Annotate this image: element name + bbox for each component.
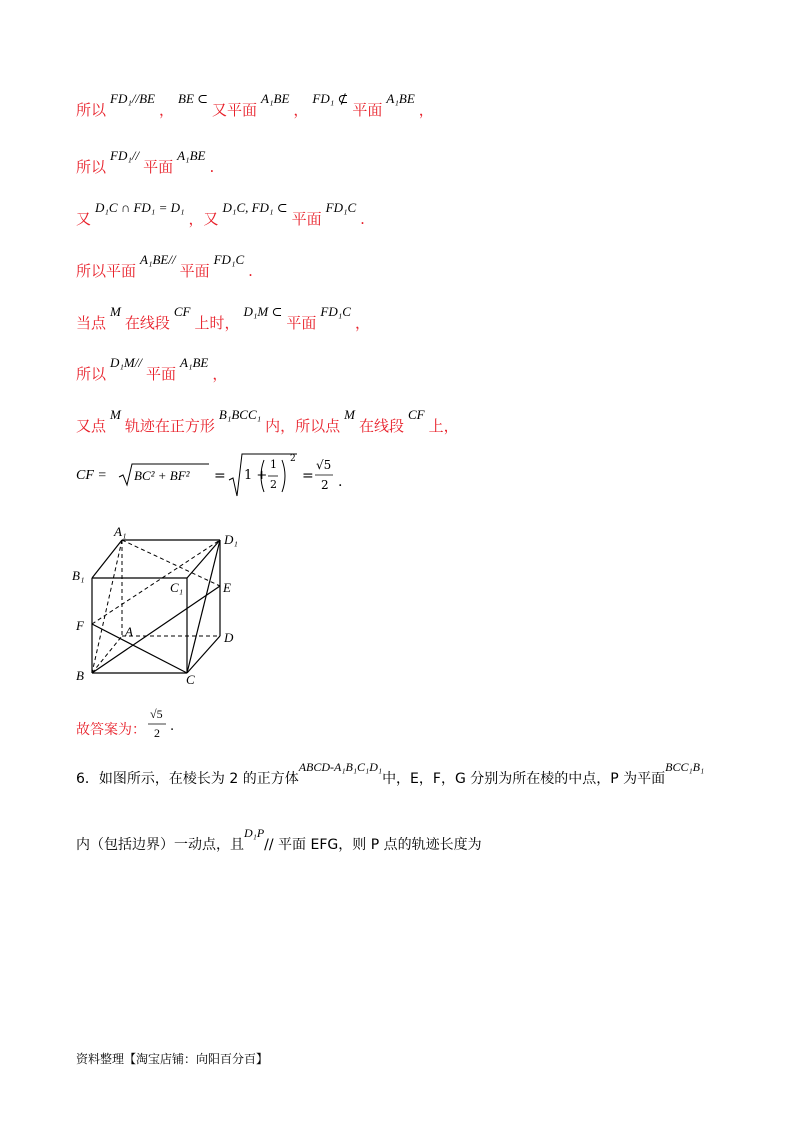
cf-formula (76, 450, 343, 500)
line-be (92, 586, 220, 673)
text: 所以 (76, 158, 107, 176)
label-b: B (76, 668, 84, 683)
text: ， (293, 101, 309, 119)
math: B₁BCC₁ (218, 407, 262, 422)
label-c: C (186, 672, 195, 687)
sqrt-content-1: BC² + BF² (134, 468, 190, 483)
question-line-1 (76, 760, 705, 788)
solution-line-7 (76, 407, 459, 437)
answer-label: 故答案为： (76, 722, 146, 738)
text: 所以 (76, 365, 107, 383)
question-text: 内（包括边界）一动点，且 (76, 837, 244, 853)
question-text: 中，E，F，G 分别为所在棱的中点，P 为平面 (382, 771, 666, 787)
math: CF (173, 304, 191, 319)
label-e: E (223, 580, 231, 595)
text: 所以 (76, 101, 107, 119)
text: 上， (428, 417, 459, 435)
text: 平面 (291, 210, 322, 228)
text: 上时， (194, 314, 240, 332)
math: CF (408, 407, 425, 422)
line-fc (92, 624, 187, 673)
math: M (110, 304, 121, 319)
label-c1: C₁ (170, 580, 184, 595)
math: M (110, 407, 121, 422)
text: 内，所以点 (265, 417, 341, 435)
text: 当点 (76, 314, 107, 332)
math: FD₁// (110, 148, 140, 163)
math: A₁BE (180, 355, 209, 370)
answer (76, 705, 276, 745)
solution-line-2 (76, 148, 215, 178)
footer-note: 资料整理【淘宝店铺：向阳百分百】 (76, 1052, 269, 1066)
solution-line-3 (76, 200, 365, 230)
text: 又 (76, 210, 92, 228)
answer-den: 2 (154, 726, 160, 740)
text: 轨迹在正方形 (124, 417, 215, 435)
question-text: // 平面 EFG，则 P 点的轨迹长度为 (264, 837, 482, 853)
math: FD₁//BE (110, 91, 155, 106)
math: D₁M// (110, 355, 142, 370)
solution-line-4 (76, 252, 253, 282)
text: 平面 (179, 262, 210, 280)
math: D₁C, FD₁ ⊂ (222, 200, 288, 215)
text: 在线段 (359, 417, 405, 435)
one-plus: 1 + (244, 468, 268, 483)
text: ，又 (188, 210, 219, 228)
half-num: 1 (270, 458, 277, 471)
text: . (248, 262, 253, 280)
question-line-2 (76, 826, 482, 854)
line-cd1 (187, 540, 220, 673)
label-d1: D₁ (224, 532, 238, 547)
square-exp: 2 (290, 454, 296, 464)
text: 平面 (145, 365, 176, 383)
question-math: ABCD-A₁B₁C₁D₁ (298, 760, 383, 774)
math: BE ⊂ (178, 91, 209, 106)
text: 平面 (143, 158, 174, 176)
label-a: A (125, 624, 133, 639)
formula-end: . (338, 474, 343, 490)
result-num: √5 (316, 458, 332, 472)
text: 又平面 (212, 101, 258, 119)
text: 所以平面 (76, 262, 137, 280)
text: . (209, 158, 215, 176)
label-b1: B₁ (72, 568, 85, 583)
math: FD₁ ⊄ (312, 91, 349, 106)
math: FD₁C (325, 200, 357, 215)
question-math: BCC₁B₁ (665, 760, 705, 774)
text: 又点 (76, 417, 107, 435)
answer-fraction-bar (148, 723, 166, 725)
line-fd1-hidden (92, 540, 220, 624)
edge-b1a1 (92, 540, 122, 578)
solution-line-5 (76, 304, 370, 334)
text: 平面 (352, 101, 383, 119)
text: 平面 (286, 314, 317, 332)
answer-num: √5 (150, 707, 163, 721)
math: M (344, 407, 355, 422)
math: A₁BE (177, 148, 206, 163)
answer-end: . (170, 719, 175, 734)
label-a1: A₁ (114, 524, 127, 539)
solution-line-6 (76, 355, 228, 385)
math: FD₁C (213, 252, 245, 267)
cube-figure (70, 520, 250, 695)
text: . (360, 210, 365, 228)
text: ， (158, 101, 174, 119)
text: ， (354, 314, 370, 332)
formula-eq3: = (302, 468, 314, 484)
text: 在线段 (124, 314, 170, 332)
math: A₁BE (261, 91, 290, 106)
result-den: 2 (321, 478, 329, 492)
label-d: D (224, 630, 234, 645)
formula-lhs: CF = (76, 468, 107, 483)
math: FD₁C (320, 304, 351, 319)
formula-eq2: = (214, 468, 226, 484)
label-f: F (76, 618, 84, 633)
math: A₁BE// (140, 252, 176, 267)
text: ， (418, 101, 434, 119)
math: A₁BE (386, 91, 415, 106)
edge-ba-hidden (92, 636, 122, 673)
half-den: 2 (270, 478, 277, 491)
math: D₁C ∩ FD₁ = D₁ (95, 200, 185, 215)
solution-line-1 (76, 91, 434, 121)
text: ， (212, 365, 228, 383)
math: D₁M ⊂ (243, 304, 283, 319)
question-math: D₁P (244, 826, 265, 840)
question-text: 6．如图所示，在棱长为 2 的正方体 (76, 771, 299, 787)
fraction-bar (315, 474, 333, 476)
